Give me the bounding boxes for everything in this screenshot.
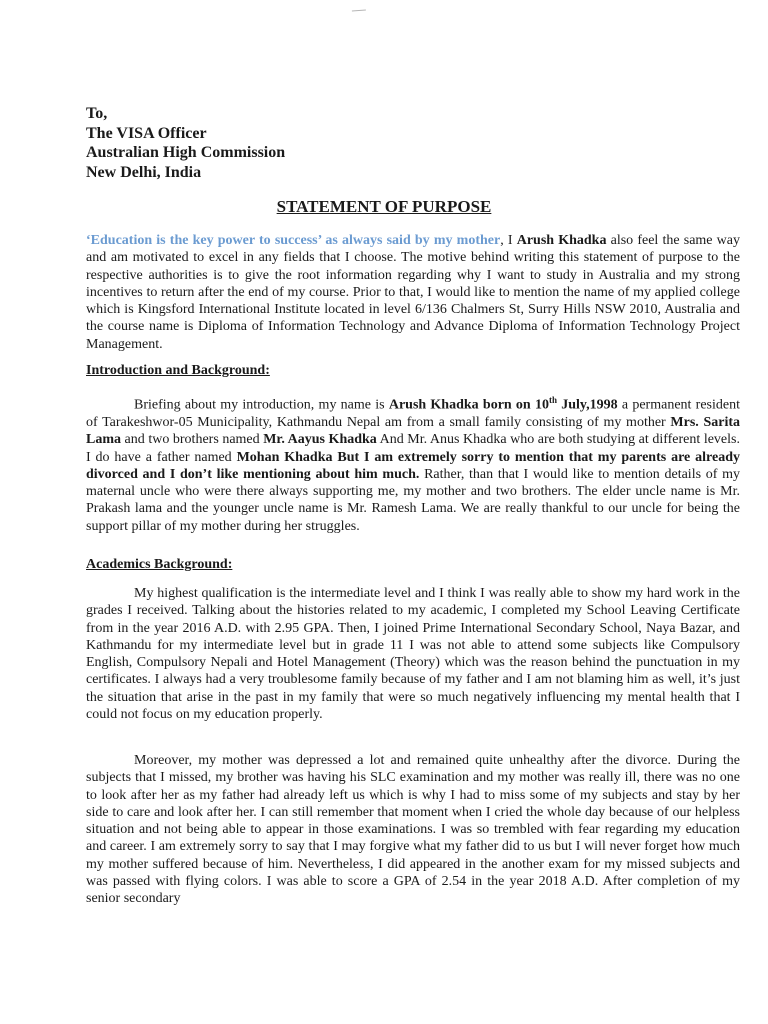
introduction-paragraph: Briefing about my introduction, my name is Arush Khadka born on 10th July,1998 a permanent resident of Tarakeshwor-05 Municipality, Kathmandu Nepal am from a small family consisting of my mother Mrs. Sarita Lama and two brothers named Mr. Aayus Khadka And Mr. Anus Khadka who are both studying at different levels. I do have a father named Mohan Khadka But I am extremely sorry to mention that my parents are already divorced and I don’t like mentioning about him much. Rather, than that I would like to mention details of my maternal uncle who were there always supporting me, my mother and two brothers. The elder uncle name is Mr. Prakash lama and the younger uncle name is Mr. Ramesh Lama. We are really thankful to our uncle for being the support pillar of my mother during her struggles. xyxy=(86,395,740,534)
address-line-2: Australian High Commission xyxy=(86,144,286,161)
address-line-3: New Delhi, India xyxy=(86,163,202,181)
academics-heading: Academics Background: xyxy=(86,557,233,572)
academics-paragraph-2: Moreover, my mother was depressed a lot and remained quite unhealthy after the divorce. During the subjects that I missed, my brother was having his SLC examination and my mother was really ill, there was no one to look after her as my father had already left us which is why I had to miss some of my subjects and stay by her side to care and look after her. I can still remember that moment when I cried the whole day because of our helpless situation and not being able to appear in those examinations. I was so trembled with fear regarding my education and career. I am extremely sorry to say that I may forgive what my father did to us but I will never forget how much my mother suffered because of him. Nevertheless, I did appeared in the another exam for my missed subjects and was passed with flying colors. I was able to score a GPA of 2.54 in the year 2018 A.D. After completion of my senior secondary xyxy=(86,753,740,907)
scan-mark xyxy=(352,10,366,15)
recipient-address xyxy=(86,104,285,182)
address-to: To, xyxy=(86,105,108,122)
academics-paragraph-1: My highest qualification is the intermediate level and I think I was really able to show my hard work in the grades I received. Talking about the histories related to my academic, I completed my School Leaving Certificate from in the year 2016 A.D. with 2.95 GPA. Then, I joined Prime International Secondary School, Naya Bazar, and Kathmandu for my intermediate level but in grade 11 I was not able to attend some subjects like Compulsory English, Compulsory Nepali and Hotel Management (Theory) which was the reason behind the punctuation in my certificates. I always had a very troublesome family because of my father and I am not blaming him as well, it’s just the situation that arise in the past in my family that were so much negatively influencing my mental health that I could not focus on my education properly. xyxy=(86,586,740,723)
mother-quote: ‘Education is the key power to success’ as always said by my mother xyxy=(86,233,501,248)
introduction-heading: Introduction and Background: xyxy=(86,363,270,378)
address-line-1: The VISA Officer xyxy=(86,124,207,142)
document-title: STATEMENT OF PURPOSE xyxy=(276,197,492,216)
intro-paragraph: ‘Education is the key power to success’ as always said by my mother, I Arush Khadka also feel the same way and am motivated to excel in any fields that I choose. The motive behind writing this statement of purpose to the respective authorities is to give the root information regarding why I want to study in Australia and my strong incentives to return after the end of my course. Prior to that, I would like to mention the name of my applied college which is Kingsford International Institute located in level 6/136 Chalmers St, Surry Hills NSW 2010, Australia and the course name is Diploma of Information Technology and Advance Diploma of Information Technology Project Management. xyxy=(86,233,741,352)
applicant-name: Arush Khadka xyxy=(516,233,607,248)
